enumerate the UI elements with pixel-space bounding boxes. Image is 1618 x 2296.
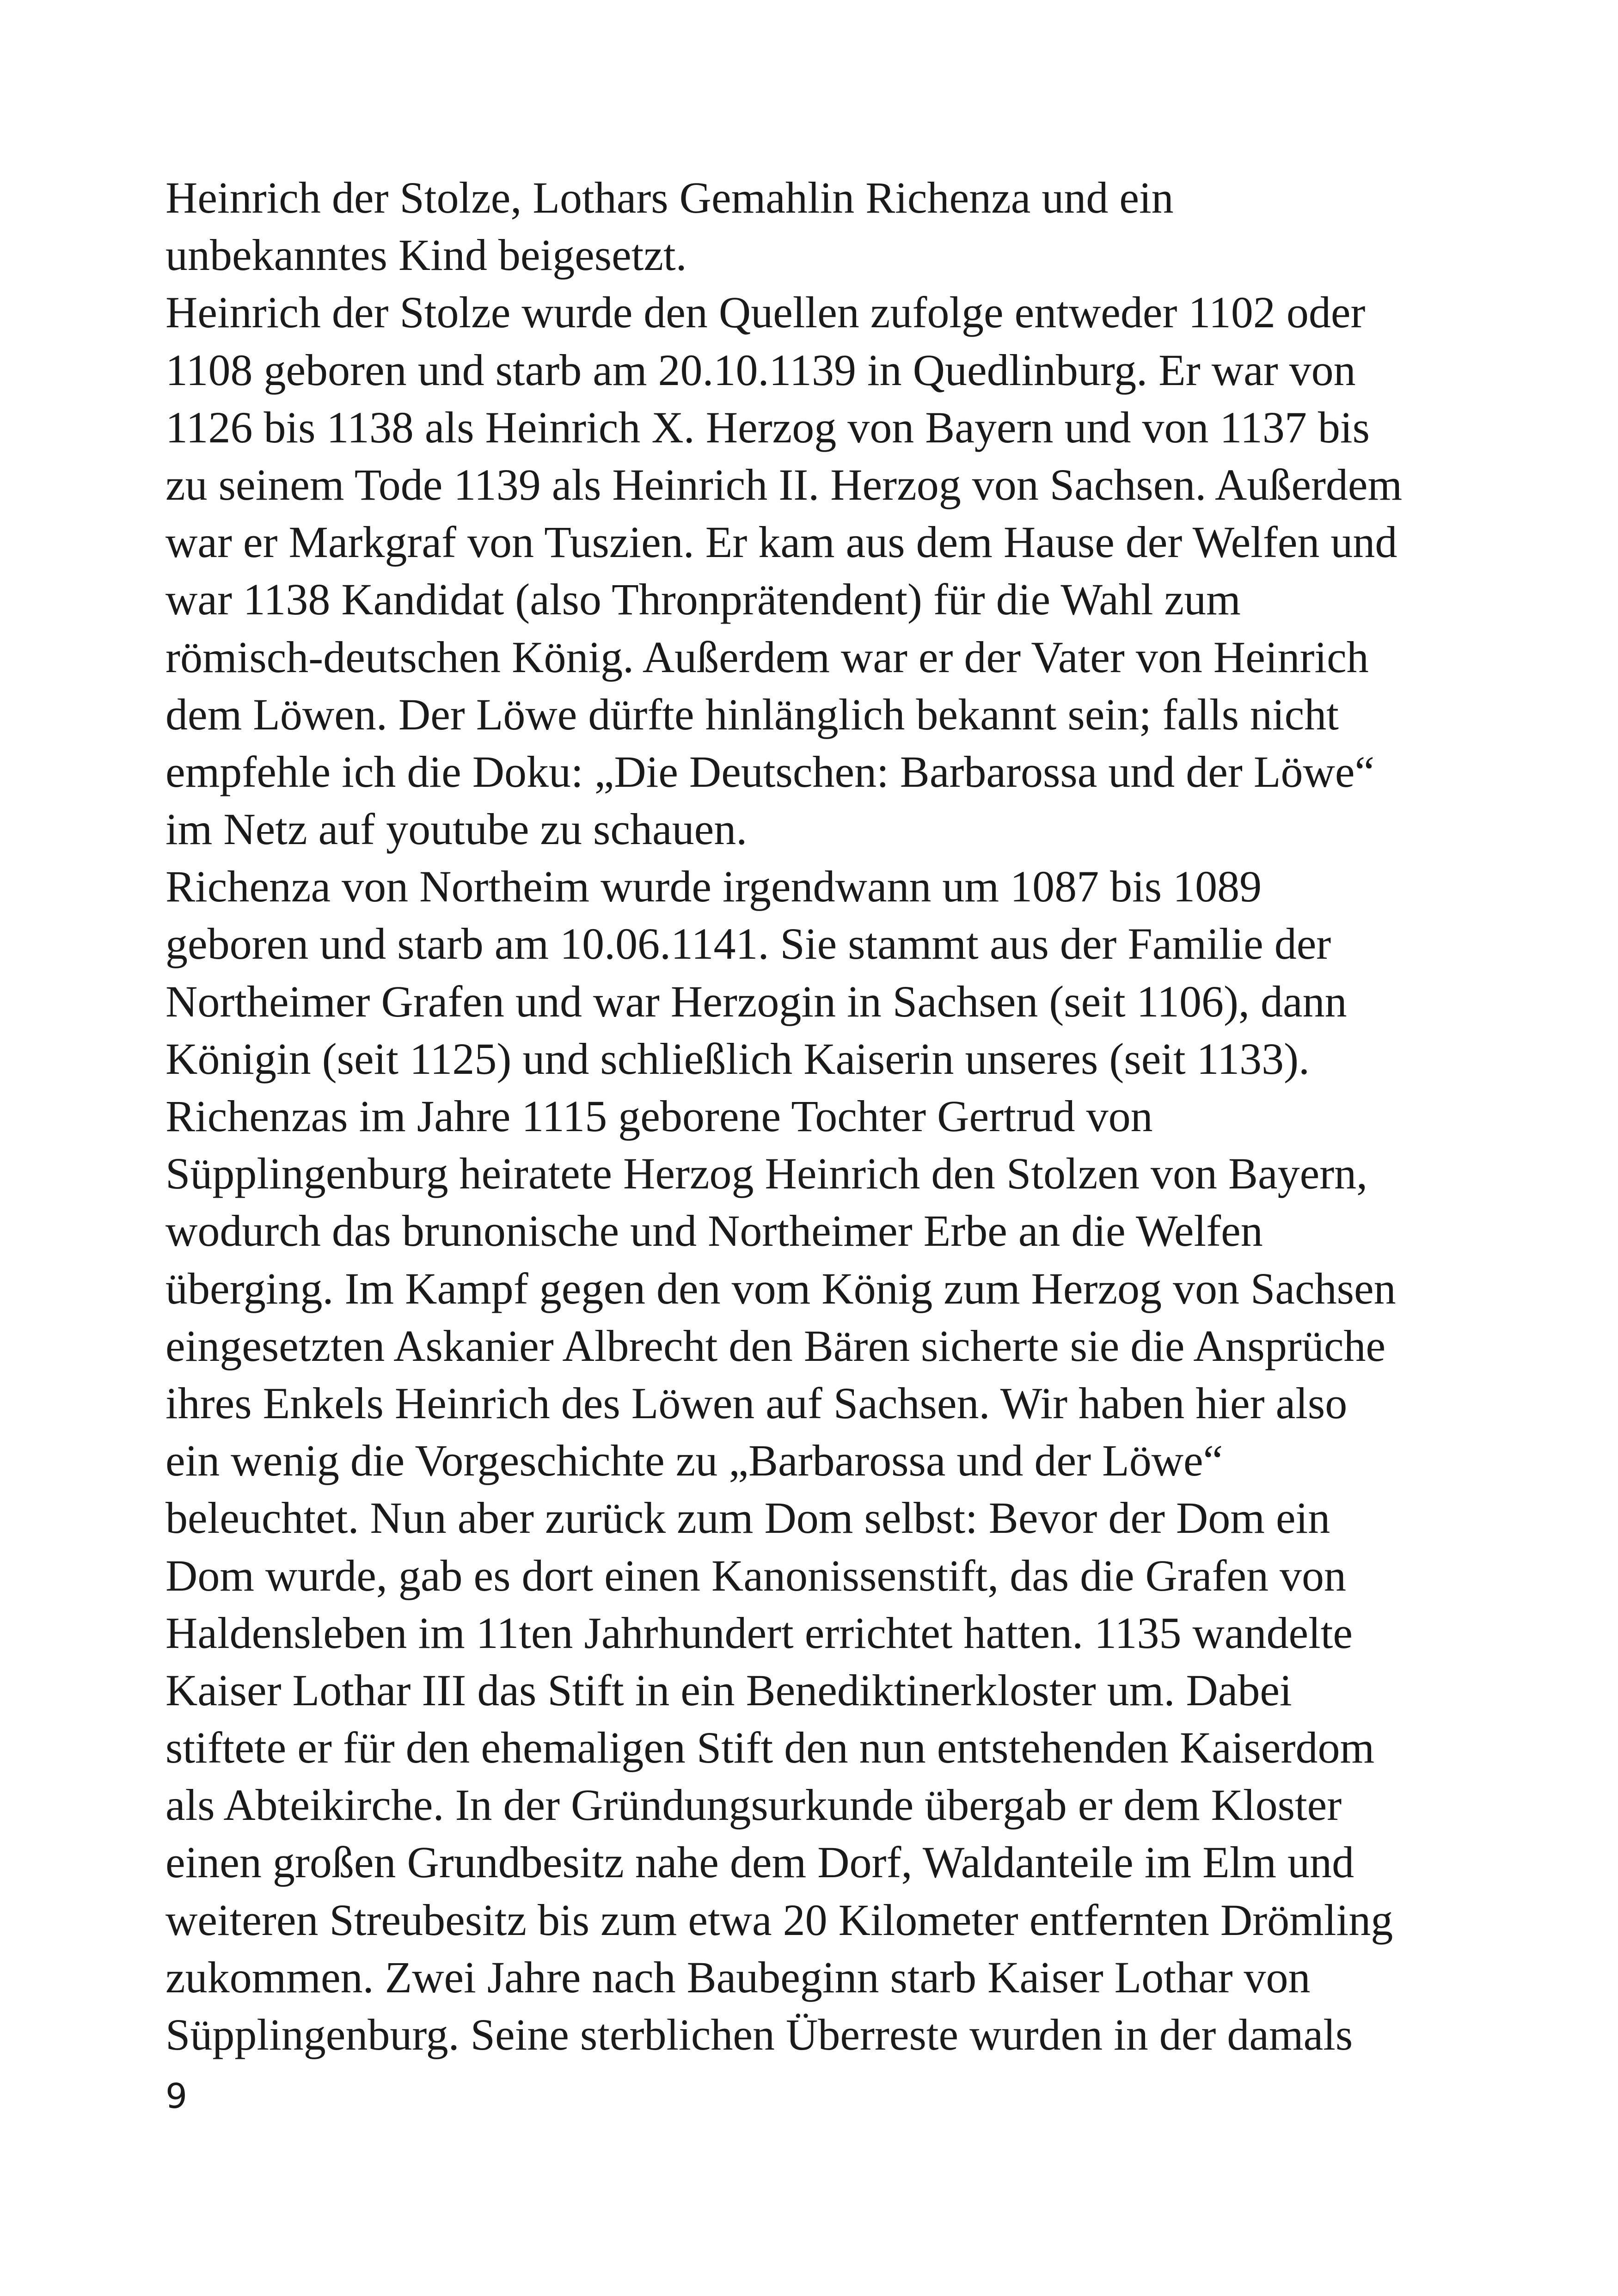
text-line: weiteren Streubesitz bis zum etwa 20 Kilometer entfernten Drömling: [165, 1895, 1393, 1945]
text-line: Heinrich der Stolze wurde den Quellen zufolge entweder 1102 oder: [165, 288, 1366, 337]
text-line: unbekanntes Kind beigesetzt.: [165, 230, 687, 280]
text-line: war er Markgraf von Tuszien. Er kam aus dem Hause der Welfen und: [165, 517, 1397, 567]
text-line: überging. Im Kampf gegen den vom König zum Herzog von Sachsen: [165, 1263, 1396, 1313]
text-line: ihres Enkels Heinrich des Löwen auf Sachsen. Wir haben hier also: [165, 1378, 1348, 1428]
text-line: eingesetzten Askanier Albrecht den Bären sicherte sie die Ansprüche: [165, 1321, 1386, 1371]
text-line: dem Löwen. Der Löwe dürfte hinlänglich bekannt sein; falls nicht: [165, 689, 1339, 739]
text-line: Haldensleben im 11ten Jahrhundert errichtet hatten. 1135 wandelte: [165, 1608, 1353, 1658]
text-line: zukommen. Zwei Jahre nach Baubeginn starb Kaiser Lothar von: [165, 1952, 1311, 2002]
text-line: Richenza von Northeim wurde irgendwann um 1087 bis 1089: [165, 862, 1262, 912]
text-line: zu seinem Tode 1139 als Heinrich II. Herzog von Sachsen. Außerdem: [165, 459, 1403, 509]
text-line: Süpplingenburg heiratete Herzog Heinrich den Stolzen von Bayern,: [165, 1149, 1368, 1199]
text-line: einen großen Grundbesitz nahe dem Dorf, Waldanteile im Elm und: [165, 1837, 1354, 1887]
text-line: Kaiser Lothar III das Stift in ein Benediktinerkloster um. Dabei: [165, 1665, 1292, 1715]
text-line: römisch-deutschen König. Außerdem war er der Vater von Heinrich: [165, 632, 1369, 682]
text-line: empfehle ich die Doku: „Die Deutschen: Barbarossa und der Löwe“: [165, 747, 1375, 796]
text-line: beleuchtet. Nun aber zurück zum Dom selbst: Bevor der Dom ein: [165, 1493, 1330, 1543]
text-line: Richenzas im Jahre 1115 geborene Tochter Gertrud von: [165, 1091, 1153, 1141]
text-line: Königin (seit 1125) und schließlich Kaiserin unseres (seit 1133).: [165, 1034, 1310, 1084]
text-line: im Netz auf youtube zu schauen.: [165, 804, 748, 854]
text-line: ein wenig die Vorgeschichte zu „Barbarossa und der Löwe“: [165, 1436, 1223, 1486]
text-line: Heinrich der Stolze, Lothars Gemahlin Richenza und ein: [165, 173, 1174, 222]
page-number: 9: [165, 2076, 188, 2116]
text-line: 1126 bis 1138 als Heinrich X. Herzog von Bayern und von 1137 bis: [165, 402, 1370, 452]
body-text: [165, 169, 1506, 2063]
text-line: Northeimer Grafen und war Herzogin in Sachsen (seit 1106), dann: [165, 976, 1347, 1026]
text-line: stiftete er für den ehemaligen Stift den nun entstehenden Kaiserdom: [165, 1723, 1375, 1773]
text-line: wodurch das brunonische und Northeimer Erbe an die Welfen: [165, 1206, 1263, 1256]
text-line: Süpplingenburg. Seine sterblichen Überreste wurden in der damals: [165, 2010, 1353, 2059]
text-line: 1108 geboren und starb am 20.10.1139 in Quedlinburg. Er war von: [165, 345, 1356, 395]
text-line: Dom wurde, gab es dort einen Kanonissenstift, das die Grafen von: [165, 1550, 1347, 1600]
text-line: war 1138 Kandidat (also Thronprätendent) für die Wahl zum: [165, 575, 1241, 625]
text-line: als Abteikirche. In der Gründungsurkunde übergab er dem Kloster: [165, 1780, 1342, 1830]
text-line: geboren und starb am 10.06.1141. Sie stammt aus der Familie der: [165, 919, 1331, 969]
